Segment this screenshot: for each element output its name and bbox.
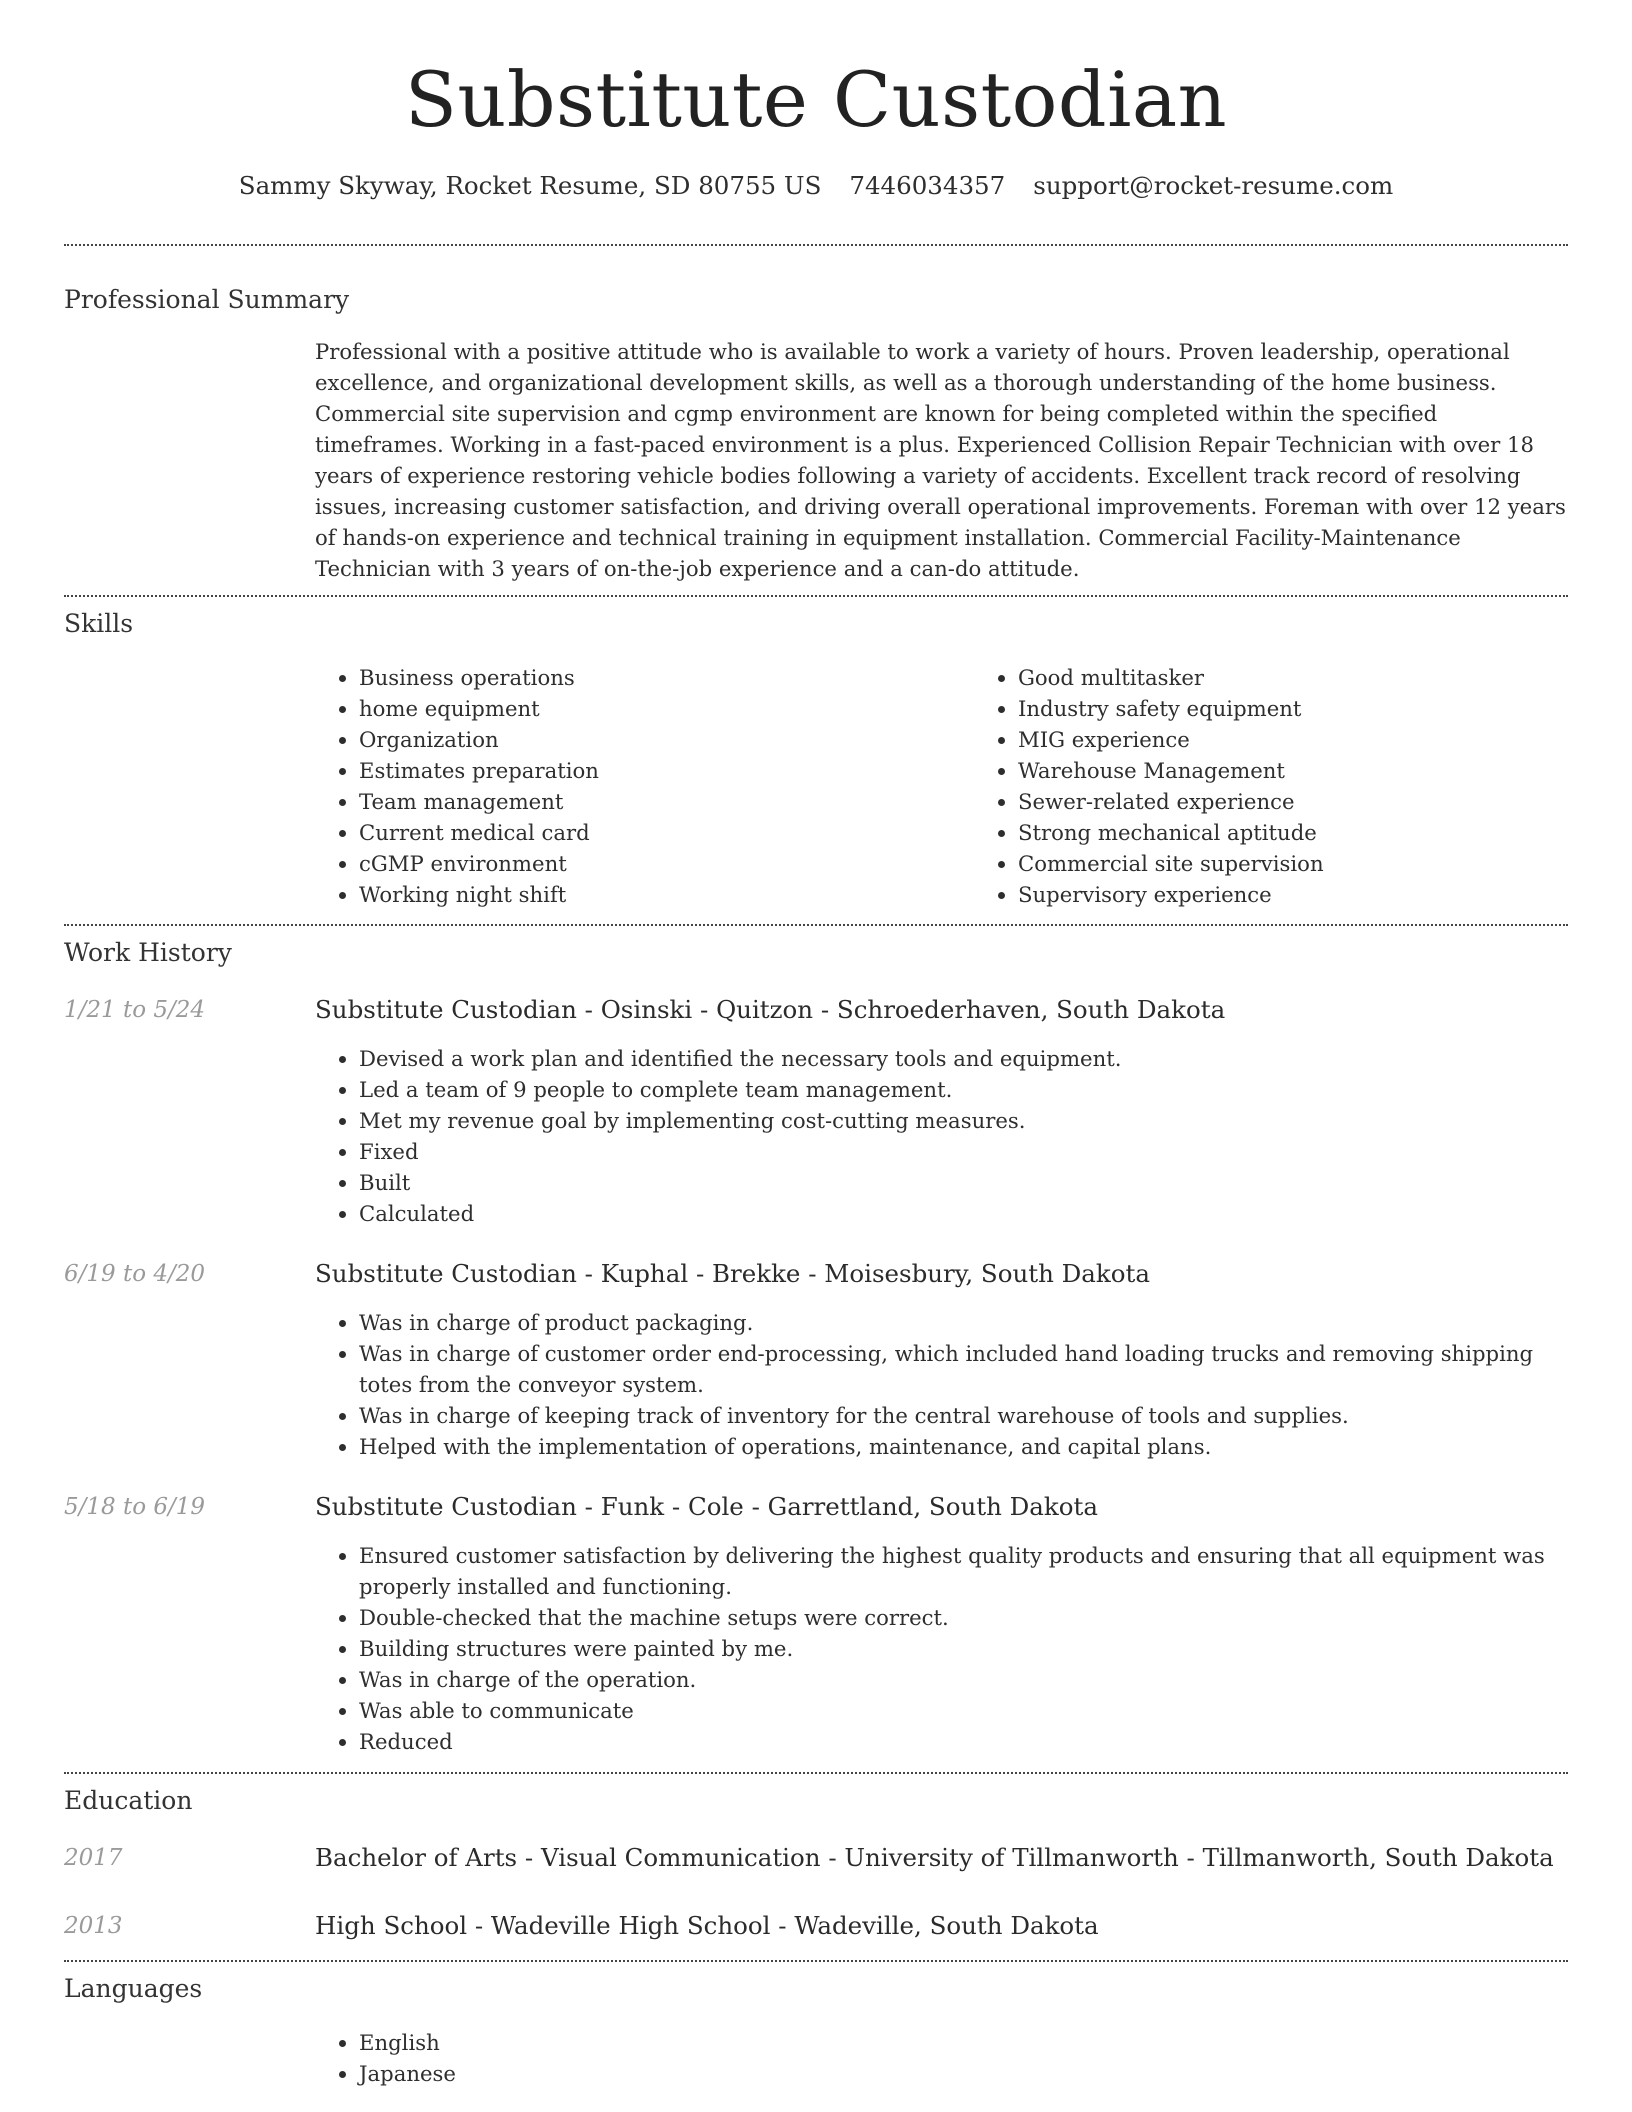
list-item: • Warehouse Management [1018, 755, 1632, 786]
list-item: • Good multitasker [1018, 662, 1632, 693]
list-item: • home equipment [359, 693, 974, 724]
list-item: • Fixed [359, 1136, 1568, 1167]
list-item: • Was able to communicate [359, 1695, 1568, 1726]
summary-text: Professional with a positive attitude who is available to work a variety of hours. Proven leadership, operational excellence, and organizational development skills, as well as a thorough understanding of the home business. Commercial site supervision and cgmp environment are known for being completed within the specified timeframes. Working in a fast-paced environment is a plus. Experienced Collision Repair Technician with over 18 years of experience restoring vehicle bodies following a variety of accidents. Excellent track record of resolving issues, increasing customer satisfaction, and driving overall operational improvements. Foreman with over 12 years of hands-on experience and technical training in equipment installation. Commercial Facility-Maintenance Technician with 3 years of on-the-job experience and a can-do attitude. [315, 339, 1566, 581]
list-item: • Was in charge of keeping track of inventory for the central warehouse of tools and supplies. [359, 1400, 1568, 1431]
list-item: • Sewer-related experience [1018, 786, 1632, 817]
education-entry [64, 1842, 1568, 1874]
list-item: • Was in charge of customer order end-processing, which included hand loading trucks and removing shipping totes from the conveyor system. [359, 1338, 1568, 1400]
section-heading-work: Work History [64, 938, 232, 967]
list-item: • Team management [359, 786, 974, 817]
job-bullets [315, 1043, 1568, 1229]
job-dates: 1/21 to 5/24 [64, 997, 206, 1023]
list-item: • Built [359, 1167, 1568, 1198]
list-item: • MIG experience [1018, 724, 1632, 755]
job-bullets-row [64, 1043, 1568, 1229]
list-item: • Japanese [359, 2058, 1568, 2089]
job-title: Substitute Custodian - Kuphal - Brekke - Moisesbury, South Dakota [315, 1259, 1150, 1288]
divider [64, 924, 1568, 926]
education-degree: High School - Wadeville High School - Wadeville, South Dakota [315, 1911, 1099, 1940]
list-item: • Reduced [359, 1726, 1568, 1757]
job-entry [64, 994, 1568, 1026]
list-item: • Building structures were painted by me. [359, 1633, 1568, 1664]
job-bullets [315, 1540, 1568, 1757]
divider [64, 1772, 1568, 1774]
contact-address: Sammy Skyway, Rocket Resume, SD 80755 US [238, 171, 822, 200]
list-item: • Commercial site supervision [1018, 848, 1632, 879]
divider [64, 595, 1568, 597]
list-item: • English [359, 2027, 1568, 2058]
job-bullets-row [64, 1307, 1568, 1462]
summary-row [64, 336, 1568, 584]
section-heading-skills: Skills [64, 609, 134, 638]
job-title: Substitute Custodian - Funk - Cole - Garrettland, South Dakota [315, 1492, 1098, 1521]
list-item: • Was in charge of the operation. [359, 1664, 1568, 1695]
resume-title: Substitute Custodian [404, 55, 1228, 144]
divider [64, 1960, 1568, 1962]
skills-row [64, 662, 1568, 910]
list-item: • Strong mechanical aptitude [1018, 817, 1632, 848]
list-item: • Devised a work plan and identified the necessary tools and equipment. [359, 1043, 1568, 1074]
resume-page [64, 0, 1568, 2089]
list-item: • Met my revenue goal by implementing cost-cutting measures. [359, 1105, 1568, 1136]
languages-list [315, 2027, 1568, 2089]
list-item: • Estimates preparation [359, 755, 974, 786]
education-year: 2017 [64, 1845, 123, 1871]
section-heading-summary: Professional Summary [64, 285, 350, 314]
job-bullets-row [64, 1540, 1568, 1757]
job-dates: 6/19 to 4/20 [64, 1261, 206, 1287]
languages-row [64, 2027, 1568, 2089]
job-title: Substitute Custodian - Osinski - Quitzon - Schroederhaven, South Dakota [315, 995, 1226, 1024]
contact-email[interactable]: support@rocket-resume.com [1033, 171, 1394, 200]
list-item: • Organization [359, 724, 974, 755]
list-item: • Ensured customer satisfaction by delivering the highest quality products and ensuring that all equipment was properly installed and functioning. [359, 1540, 1568, 1602]
list-item: • Led a team of 9 people to complete team management. [359, 1074, 1568, 1105]
list-item: • Industry safety equipment [1018, 693, 1632, 724]
list-item: • cGMP environment [359, 848, 974, 879]
list-item: • Double-checked that the machine setups were correct. [359, 1602, 1568, 1633]
job-entry [64, 1258, 1568, 1290]
list-item: • Business operations [359, 662, 974, 693]
section-heading-languages: Languages [64, 1974, 203, 2003]
job-bullets [315, 1307, 1568, 1462]
skills-list-left [315, 662, 974, 910]
contact-phone[interactable]: 7446034357 [849, 171, 1006, 200]
list-item: • Current medical card [359, 817, 974, 848]
list-item: • Working night shift [359, 879, 974, 910]
job-entry [64, 1491, 1568, 1523]
list-item: • Supervisory experience [1018, 879, 1632, 910]
list-item: • Was in charge of product packaging. [359, 1307, 1568, 1338]
contact-line [64, 170, 1568, 202]
job-dates: 5/18 to 6/19 [64, 1494, 206, 1520]
skills-list-right [974, 662, 1632, 910]
section-heading-education: Education [64, 1786, 193, 1815]
list-item: • Calculated [359, 1198, 1568, 1229]
education-entry [64, 1910, 1568, 1942]
education-degree: Bachelor of Arts - Visual Communication - University of Tillmanworth - Tillmanworth, South Dakota [315, 1843, 1554, 1872]
list-item: • Helped with the implementation of operations, maintenance, and capital plans. [359, 1431, 1568, 1462]
education-year: 2013 [64, 1913, 123, 1939]
divider [64, 244, 1568, 246]
